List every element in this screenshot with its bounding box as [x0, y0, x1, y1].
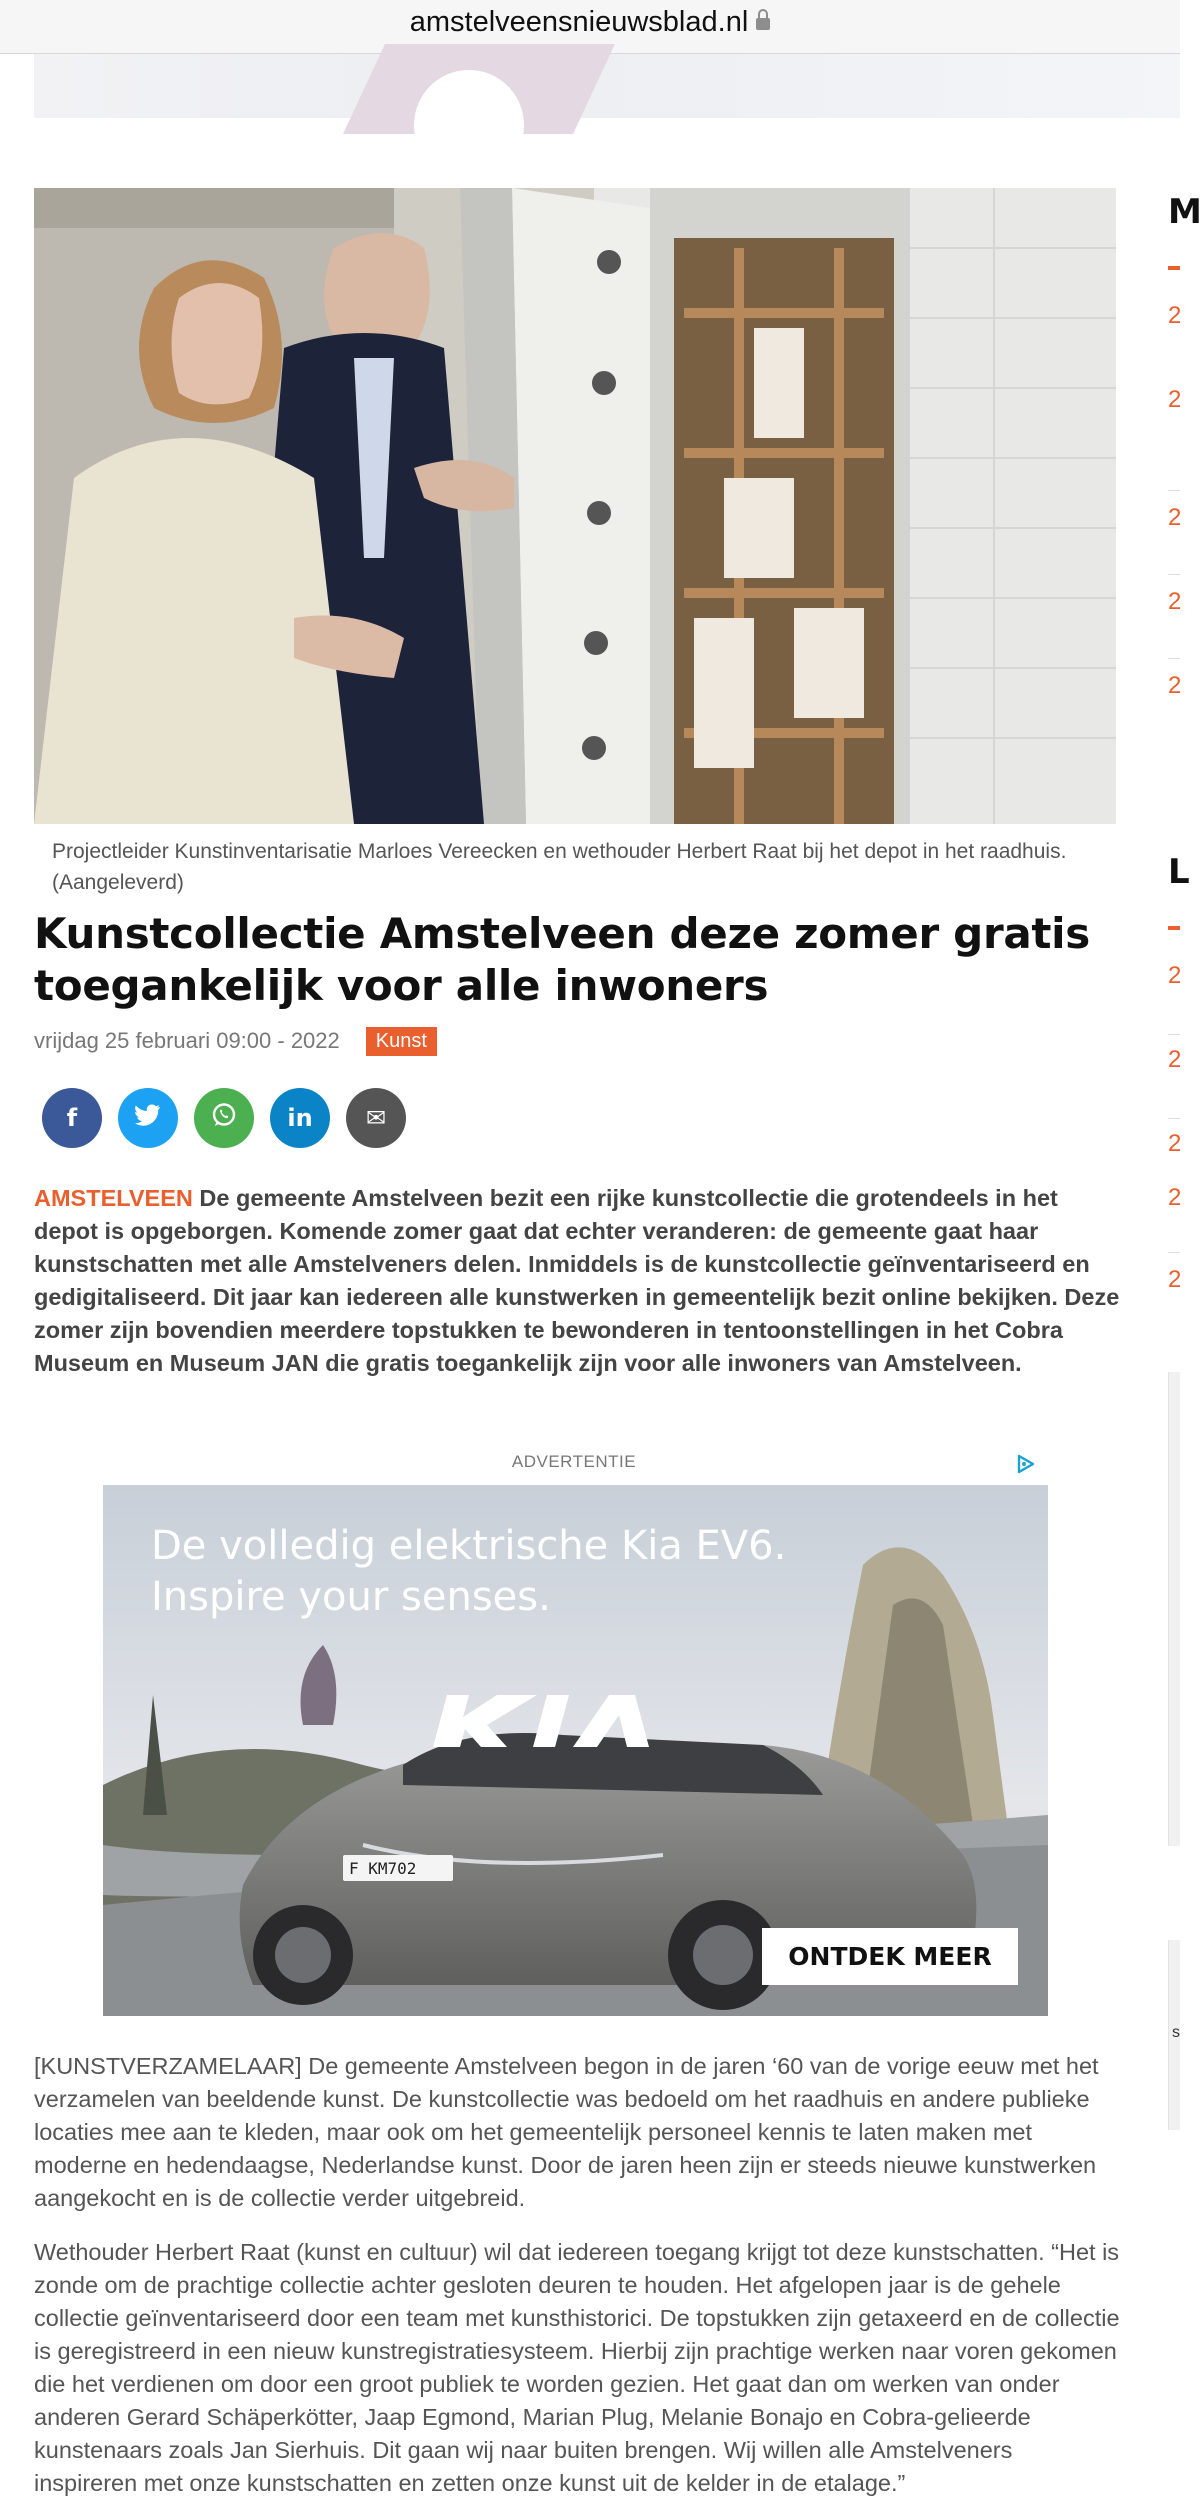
- lock-icon: [756, 18, 770, 30]
- whatsapp-icon: [211, 1102, 237, 1134]
- lead-dateline: AMSTELVEEN: [34, 1185, 193, 1211]
- sidebar-divider: [1168, 658, 1180, 659]
- banner-circle: [414, 70, 524, 180]
- sidebar-ad-box[interactable]: [1168, 1372, 1180, 1846]
- sidebar-divider: [1168, 574, 1180, 575]
- top-banner-ad[interactable]: [34, 54, 1180, 118]
- email-share-button[interactable]: [346, 1088, 406, 1148]
- sidebar-list-item[interactable]: 2: [1168, 1130, 1182, 1157]
- category-tag[interactable]: Kunst: [366, 1027, 437, 1056]
- ad-headline-line-2: Inspire your senses.: [151, 1574, 551, 1620]
- adchoices-icon[interactable]: [1016, 1454, 1036, 1474]
- sidebar-heading-latest: L: [1168, 852, 1190, 892]
- sidebar-list-item[interactable]: 2: [1168, 302, 1182, 329]
- ad-cta-button[interactable]: ONTDEK MEER: [762, 1928, 1018, 1985]
- sidebar-list-item[interactable]: 2: [1168, 1266, 1182, 1293]
- ad-label: ADVERTENTIE: [511, 1452, 637, 1471]
- article-paragraph: Wethouder Herbert Raat (kunst en cultuur) wil dat iedereen toegang krijgt tot deze kunstschatten. “Het is zonde om de prachtige collectie achter gesloten deuren te houden. Het afgelopen jaar is de gehele collectie geïnventariseerd door een team met kunsthistorici. De topstukken zijn getaxeerd en de collectie is geregistreerd in een nieuw kunstregistratiesysteem. Hierbij zijn prachtige werken naar voren gekomen die het verdienen om door een groot publiek te worden gezien. Het gaat dan om werken van onder anderen Gerard Schäperkötter, Jaap Egmond, Marian Plug, Melanie Bonajo en Cobra-gelieerde kunstenaars zoals Jan Sierhuis. Dit gaan wij naar buiten brengen. Wij willen alle Amstelveners inspireren met onze kunstschatten en zetten onze kunst uit de kelder in de etalage.”: [34, 2239, 1120, 2496]
- sidebar-list-item[interactable]: 2: [1168, 672, 1182, 699]
- sidebar-divider: [1168, 1118, 1180, 1119]
- sidebar-heading-underline: [1168, 266, 1180, 270]
- url-domain: amstelveensnieuwsblad.nl: [409, 6, 749, 38]
- sidebar-list-item[interactable]: 2: [1168, 504, 1182, 531]
- article-title: Kunstcollectie Amstelveen deze zomer gratis toegankelijk voor alle inwoners: [34, 909, 1090, 1010]
- kia-advertisement[interactable]: [103, 1485, 1048, 2016]
- article-meta: [34, 1024, 437, 1058]
- sidebar-list-item[interactable]: 2: [1168, 386, 1182, 413]
- ad-headline: [151, 1521, 786, 1623]
- sidebar-list-item[interactable]: 2: [1168, 962, 1182, 989]
- linkedin-icon: in: [287, 1104, 313, 1132]
- article-paragraph: [KUNSTVERZAMELAAR] De gemeente Amstelveen begon in de jaren ‘60 van de vorige eeuw met het verzamelen van beeldende kunst. De kunstcollectie was bedoeld om het raadhuis en andere publieke locaties mee aan te kleden, maar ook om het gemeentelijk personeel kennis te laten maken met moderne en hedendaagse, Nederlandse kunst. Door de jaren heen zijn er steeds nieuwe kunstwerken aangekocht en is de collectie verder uitgebreid.: [34, 2053, 1099, 2211]
- article-lead: [34, 1182, 1120, 1380]
- ad-headline-line-1: De volledig elektrische Kia EV6.: [151, 1523, 787, 1569]
- license-plate: F KM702: [349, 1859, 417, 1878]
- facebook-share-button[interactable]: [42, 1088, 102, 1148]
- lead-text: De gemeente Amstelveen bezit een rijke kunstcollectie die grotendeels in het depot is opgeborgen. Komende zomer gaat dat echter veranderen: de gemeente gaat haar kunstschatten met alle Amstelveners delen. Inmiddels is de kunstcollectie geïnventariseerd en gedigitaliseerd. Dit jaar kan iedereen alle kunstwerken in gemeentelijk bezit online bekijken. Deze zomer zijn bovendien meerdere topstukken te bewonderen in tentoonstellingen in het Cobra Museum en Museum JAN die gratis toegankelijk zijn voor alle inwoners van Amstelveen.: [34, 1185, 1120, 1376]
- sidebar-list-item[interactable]: 2: [1168, 1046, 1182, 1073]
- sidebar-divider: [1168, 490, 1180, 491]
- sidebar-widget-text: s: [1172, 2024, 1180, 2041]
- image-caption: Projectleider Kunstinventarisatie Marloes Vereecken en wethouder Herbert Raat bij het depot in het raadhuis. (Aangeleverd): [52, 840, 1067, 894]
- sidebar-divider: [1168, 1034, 1180, 1035]
- sidebar-list-item[interactable]: 2: [1168, 588, 1182, 615]
- facebook-icon: f: [66, 1104, 78, 1132]
- twitter-share-button[interactable]: [118, 1088, 178, 1148]
- sidebar-list-item[interactable]: 2: [1168, 1184, 1182, 1211]
- article-hero-image[interactable]: [34, 188, 1116, 824]
- article-date: vrijdag 25 februari 09:00 - 2022: [34, 1028, 340, 1053]
- url-text[interactable]: [0, 6, 1180, 39]
- share-buttons: [42, 1088, 406, 1148]
- linkedin-share-button[interactable]: [270, 1088, 330, 1148]
- sidebar-heading-most-read: M: [1168, 192, 1202, 232]
- email-icon: ✉: [365, 1104, 387, 1132]
- sidebar-divider: [1168, 1252, 1180, 1253]
- twitter-icon: [135, 1104, 161, 1132]
- whatsapp-share-button[interactable]: [194, 1088, 254, 1148]
- sidebar-heading-underline: [1168, 926, 1180, 930]
- hero-photo: [34, 188, 1116, 824]
